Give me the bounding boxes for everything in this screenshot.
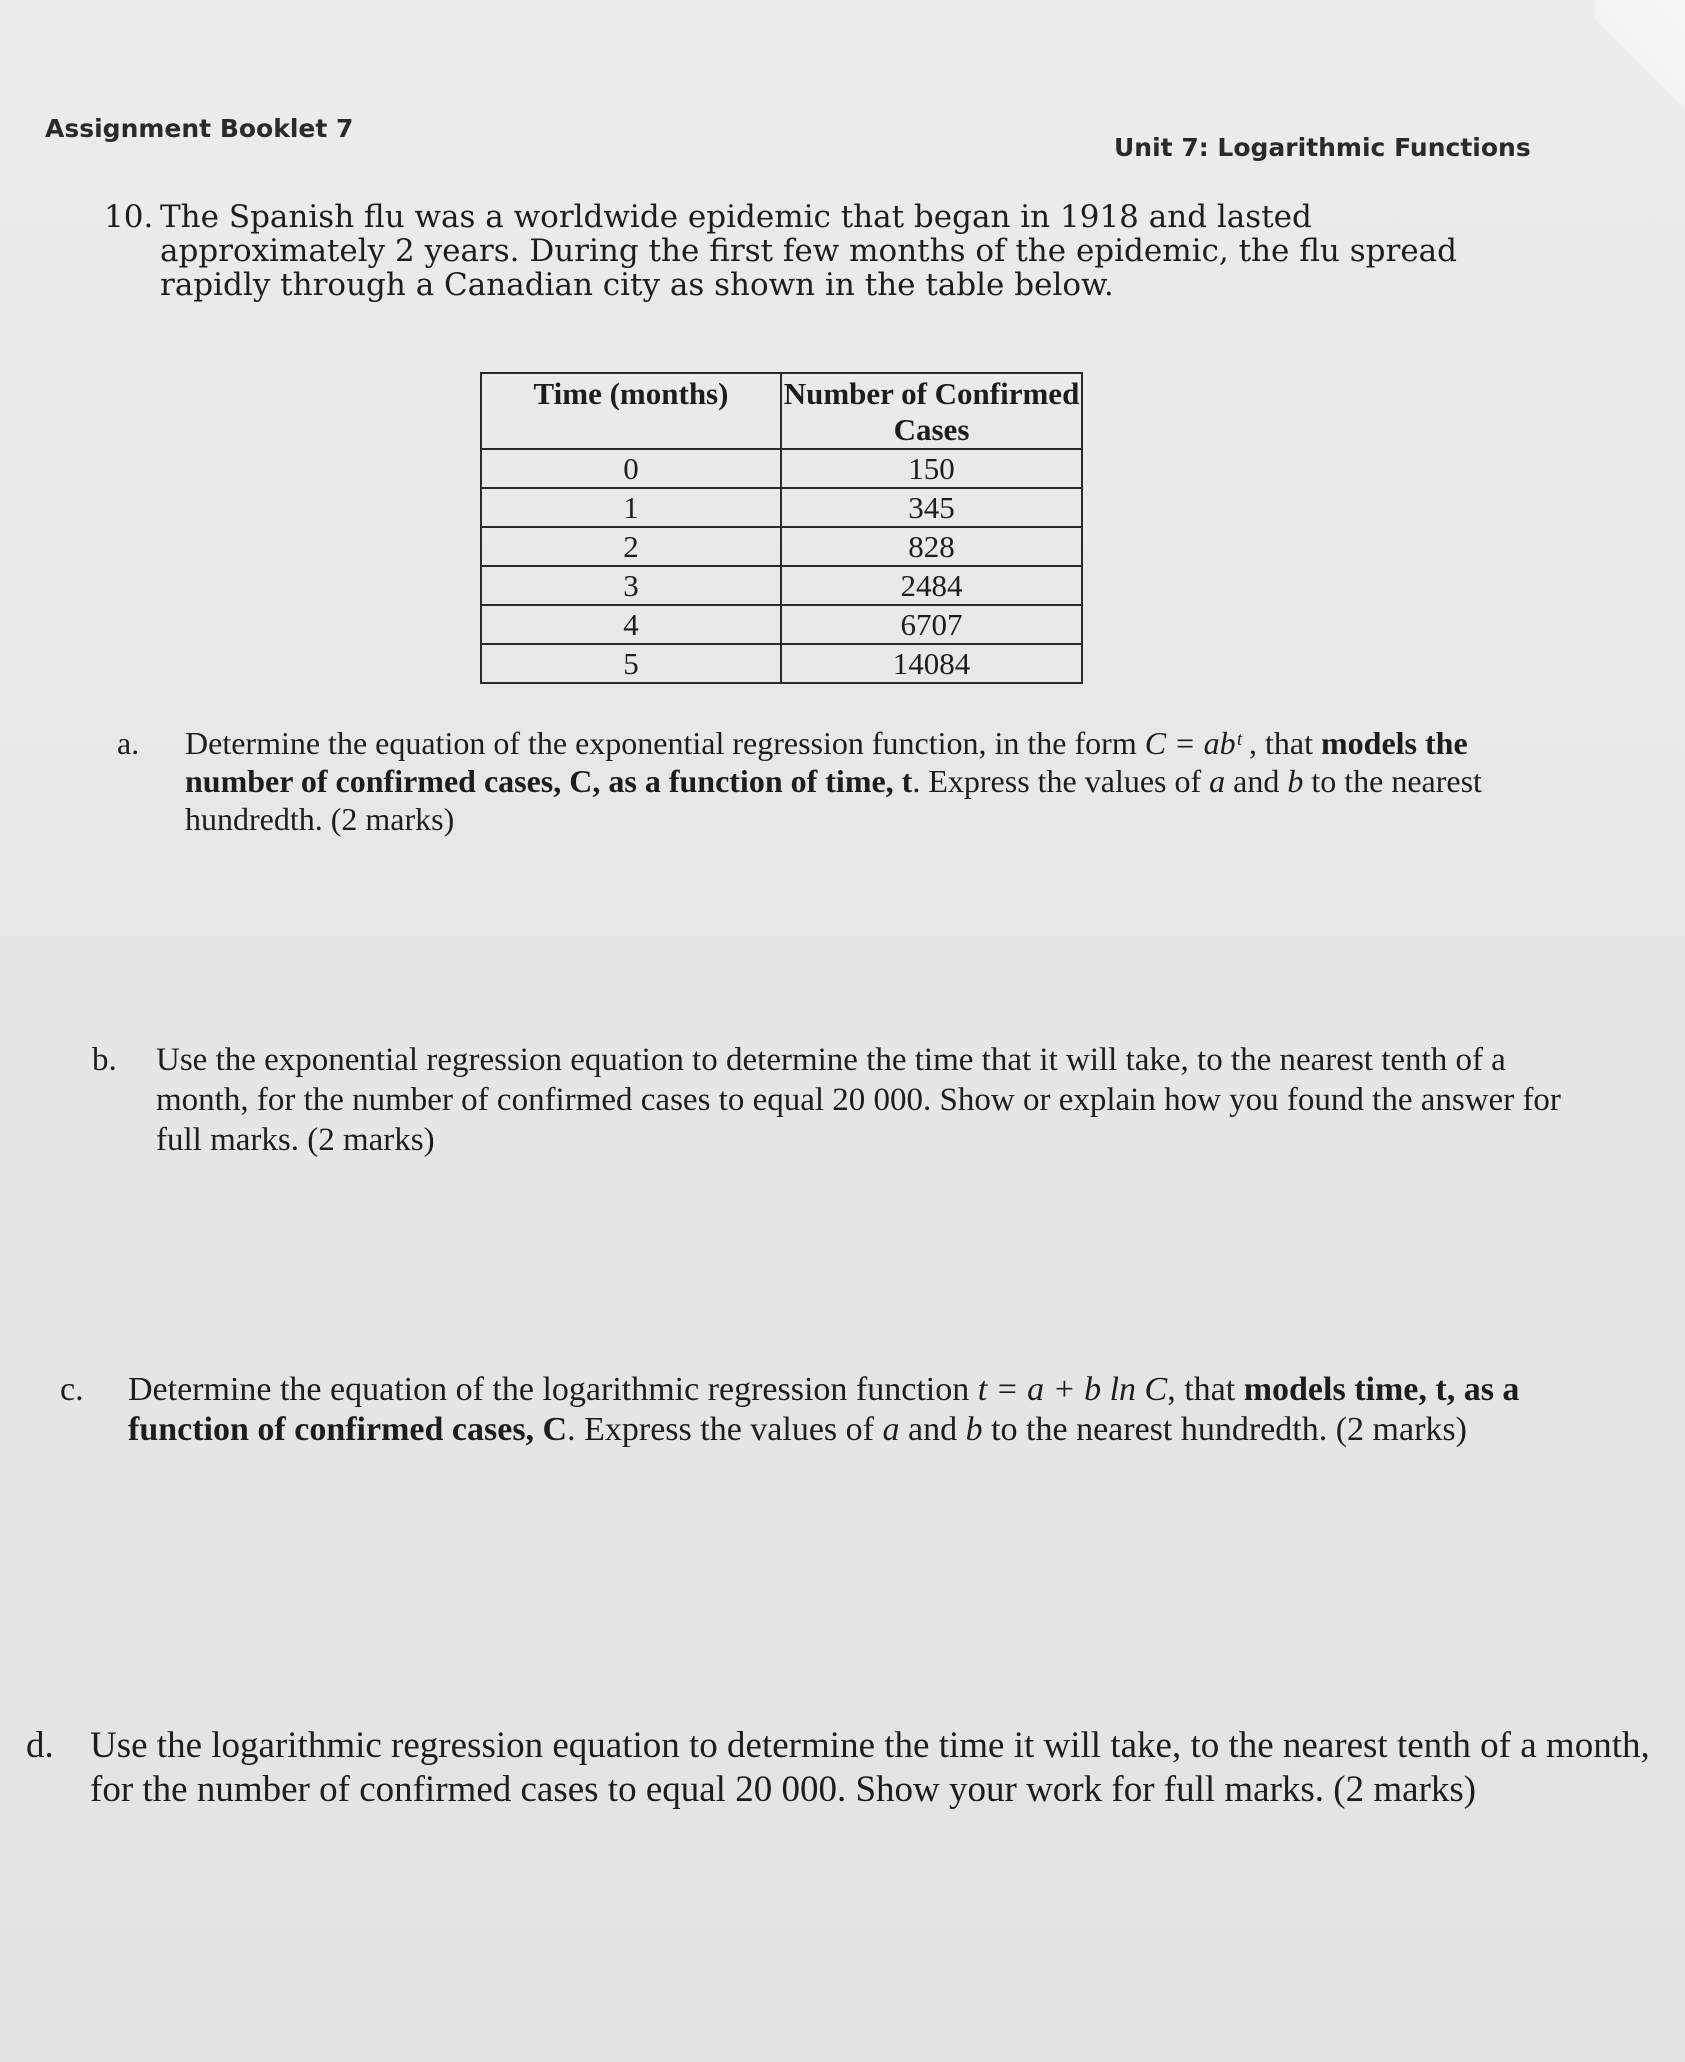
table-row	[481, 488, 1082, 527]
var-a: a	[1209, 763, 1226, 799]
part-c-bold: models time, t, as a function of confirmed cases, C	[128, 1371, 1520, 1448]
part-c-text-5: to the nearest hundredth. (2 marks)	[982, 1411, 1467, 1448]
part-a	[117, 724, 1557, 838]
part-d-text: Use the logarithmic regression equation to determine the time it will take, to the nearest tenth of a month, for the number of confirmed cases to equal 20 000. Show your work for full marks. (2 marks)	[90, 1725, 1650, 1810]
time-cell: 0	[481, 449, 781, 488]
part-b-label: b.	[92, 1042, 117, 1078]
part-c-text	[128, 1370, 1560, 1450]
part-a-text-3: . Express the values of	[912, 763, 1210, 799]
booklet-title: Assignment Booklet 7	[45, 114, 354, 143]
var-b: b	[1287, 763, 1304, 799]
page-corner-fold	[1595, 0, 1685, 150]
logarithmic-formula: t = a + b ln C	[977, 1371, 1168, 1408]
time-cell: 2	[481, 527, 781, 566]
part-b-text: Use the exponential regression equation to determine the time that it will take, to the nearest tenth of a month, for the number of confirmed cases to equal 20 000. Show or explain how you found the answer for full marks. (2 marks)	[156, 1042, 1561, 1158]
question-10	[104, 200, 1534, 302]
part-c-text-3: . Express the values of	[567, 1411, 883, 1448]
part-a-text-5: to the nearest hundredth. (2 marks)	[185, 763, 1482, 837]
time-cell: 3	[481, 566, 781, 605]
question-number: 10.	[104, 199, 154, 235]
column-header-time: Time (months)	[481, 373, 781, 449]
cases-cell: 2484	[781, 566, 1082, 605]
part-c-text-1: Determine the equation of the logarithmic regression function	[128, 1371, 978, 1408]
cases-cell: 828	[781, 527, 1082, 566]
unit-title: Unit 7: Logarithmic Functions	[1114, 133, 1531, 162]
question-stem: The Spanish flu was a worldwide epidemic that began in 1918 and lasted approximately 2 years. During the first few months of the epidemic, the flu spread rapidly through a Canadian city as shown in the table below.	[160, 199, 1457, 303]
table-header-row	[481, 373, 1082, 449]
part-d-label: d.	[26, 1725, 54, 1766]
column-header-cases: Number of Confirmed Cases	[781, 373, 1082, 449]
exponential-formula: C = abᵗ	[1144, 725, 1242, 761]
table-row	[481, 566, 1082, 605]
part-a-text	[185, 724, 1557, 838]
cases-cell: 14084	[781, 644, 1082, 683]
flu-cases-table	[480, 372, 1083, 684]
part-c-label: c.	[60, 1371, 84, 1408]
table-row	[481, 644, 1082, 683]
part-a-text-2: , that	[1241, 725, 1321, 761]
part-a-label: a.	[117, 725, 140, 761]
cases-cell: 6707	[781, 605, 1082, 644]
table-row	[481, 605, 1082, 644]
time-cell: 4	[481, 605, 781, 644]
part-a-text-1: Determine the equation of the exponential regression function, in the form	[185, 725, 1145, 761]
part-d	[26, 1724, 1656, 1812]
part-b	[92, 1040, 1572, 1160]
cases-cell: 150	[781, 449, 1082, 488]
table-row	[481, 449, 1082, 488]
part-c-text-4: and	[899, 1411, 966, 1448]
part-a-bold: models the number of confirmed cases, C, as a function of time, t	[185, 725, 1468, 799]
time-cell: 5	[481, 644, 781, 683]
cases-cell: 345	[781, 488, 1082, 527]
part-c	[60, 1370, 1560, 1450]
part-a-text-4: and	[1225, 763, 1288, 799]
var-b: b	[965, 1411, 983, 1448]
var-a: a	[882, 1411, 900, 1448]
time-cell: 1	[481, 488, 781, 527]
table-row	[481, 527, 1082, 566]
part-c-text-2: , that	[1167, 1371, 1244, 1408]
